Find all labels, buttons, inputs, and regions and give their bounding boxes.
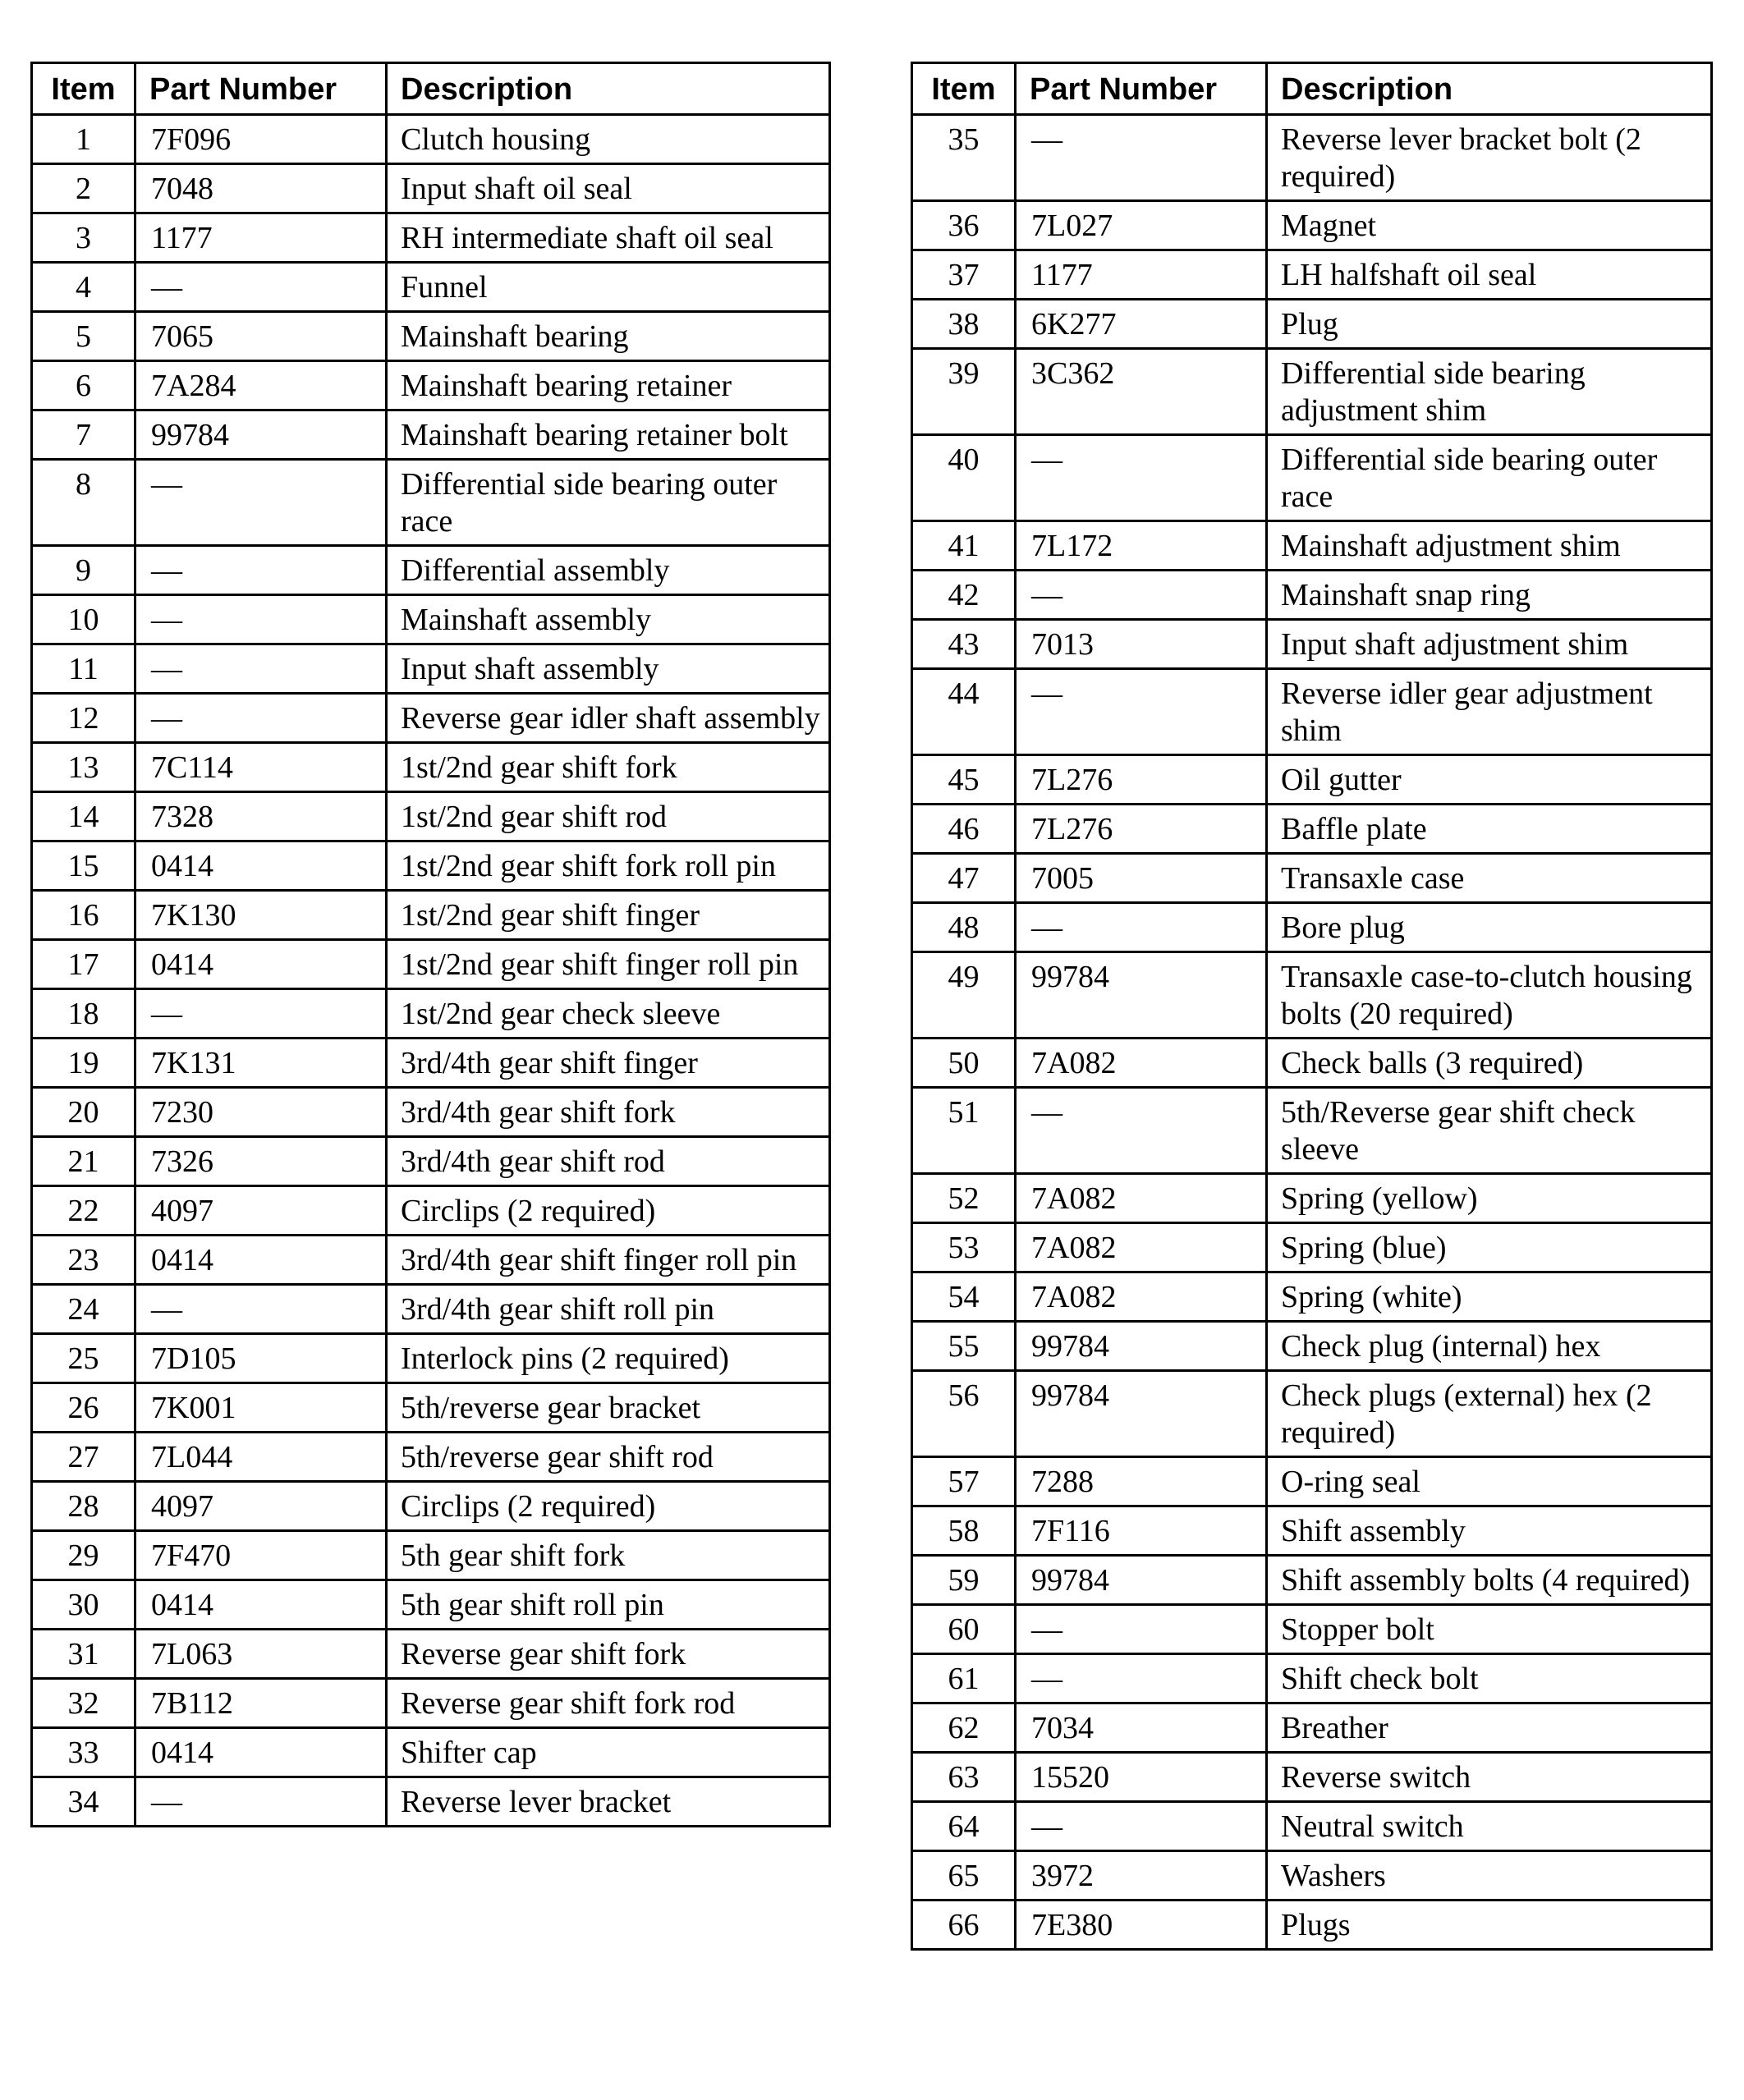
item-number: 58 bbox=[912, 1506, 1016, 1556]
table-row bbox=[32, 312, 830, 361]
item-number: 28 bbox=[32, 1482, 135, 1531]
table-row bbox=[32, 743, 830, 792]
item-number: 51 bbox=[912, 1088, 1016, 1174]
part-number: 7E380 bbox=[1016, 1901, 1267, 1950]
part-number: 7F470 bbox=[135, 1531, 387, 1580]
table-row bbox=[32, 1728, 830, 1777]
part-description: Mainshaft bearing retainer bolt bbox=[387, 410, 830, 460]
part-description: Reverse lever bracket bbox=[387, 1777, 830, 1827]
part-description: Input shaft assembly bbox=[387, 644, 830, 694]
part-description: Shift assembly bbox=[1267, 1506, 1712, 1556]
part-description: Mainshaft bearing bbox=[387, 312, 830, 361]
table-row bbox=[912, 1457, 1712, 1506]
header-item: Item bbox=[912, 63, 1016, 115]
part-description: Spring (white) bbox=[1267, 1272, 1712, 1322]
part-number: — bbox=[135, 694, 387, 743]
item-number: 41 bbox=[912, 521, 1016, 571]
item-number: 34 bbox=[32, 1777, 135, 1827]
item-number: 18 bbox=[32, 989, 135, 1039]
table-row bbox=[912, 115, 1712, 201]
part-description: Neutral switch bbox=[1267, 1802, 1712, 1851]
table-row bbox=[912, 1802, 1712, 1851]
part-description: Circlips (2 required) bbox=[387, 1482, 830, 1531]
table-row bbox=[32, 1285, 830, 1334]
part-description: O-ring seal bbox=[1267, 1457, 1712, 1506]
part-number: 1177 bbox=[1016, 250, 1267, 300]
table-row bbox=[912, 1703, 1712, 1753]
table-row bbox=[912, 1901, 1712, 1950]
part-number: 4097 bbox=[135, 1482, 387, 1531]
part-number: — bbox=[135, 546, 387, 595]
item-number: 47 bbox=[912, 854, 1016, 903]
part-number: — bbox=[135, 989, 387, 1039]
item-number: 26 bbox=[32, 1383, 135, 1433]
item-number: 35 bbox=[912, 115, 1016, 201]
item-number: 19 bbox=[32, 1039, 135, 1088]
table-row bbox=[32, 841, 830, 891]
item-number: 56 bbox=[912, 1371, 1016, 1457]
header-description: Description bbox=[387, 63, 830, 115]
part-number: 99784 bbox=[1016, 1322, 1267, 1371]
table-row bbox=[32, 1383, 830, 1433]
item-number: 48 bbox=[912, 903, 1016, 952]
parts-table-right bbox=[911, 62, 1713, 1951]
item-number: 15 bbox=[32, 841, 135, 891]
part-number: 7L063 bbox=[135, 1630, 387, 1679]
part-number: 7326 bbox=[135, 1137, 387, 1186]
part-number: — bbox=[1016, 571, 1267, 620]
part-number: 7005 bbox=[1016, 854, 1267, 903]
part-description: LH halfshaft oil seal bbox=[1267, 250, 1712, 300]
item-number: 3 bbox=[32, 213, 135, 263]
part-description: Shifter cap bbox=[387, 1728, 830, 1777]
part-number: 7A082 bbox=[1016, 1174, 1267, 1223]
part-number: 7034 bbox=[1016, 1703, 1267, 1753]
part-description: Shift check bolt bbox=[1267, 1654, 1712, 1703]
part-description: Reverse gear idler shaft assembly bbox=[387, 694, 830, 743]
part-number: 7K001 bbox=[135, 1383, 387, 1433]
header-part-number: Part Number bbox=[135, 63, 387, 115]
table-row bbox=[912, 1174, 1712, 1223]
item-number: 59 bbox=[912, 1556, 1016, 1605]
part-description: Plugs bbox=[1267, 1901, 1712, 1950]
part-description: Circlips (2 required) bbox=[387, 1186, 830, 1236]
part-description: Funnel bbox=[387, 263, 830, 312]
parts-table-body bbox=[32, 115, 830, 1827]
item-number: 8 bbox=[32, 460, 135, 546]
part-description: Reverse lever bracket bolt (2 required) bbox=[1267, 115, 1712, 201]
item-number: 65 bbox=[912, 1851, 1016, 1901]
table-row bbox=[32, 595, 830, 644]
item-number: 7 bbox=[32, 410, 135, 460]
part-description: 1st/2nd gear shift rod bbox=[387, 792, 830, 841]
part-number: 7L276 bbox=[1016, 755, 1267, 805]
item-number: 37 bbox=[912, 250, 1016, 300]
item-number: 64 bbox=[912, 1802, 1016, 1851]
part-description: 5th/Reverse gear shift check sleeve bbox=[1267, 1088, 1712, 1174]
item-number: 39 bbox=[912, 349, 1016, 435]
part-description: 3rd/4th gear shift fork bbox=[387, 1088, 830, 1137]
item-number: 61 bbox=[912, 1654, 1016, 1703]
table-row bbox=[32, 1433, 830, 1482]
part-number: 7L027 bbox=[1016, 201, 1267, 250]
item-number: 54 bbox=[912, 1272, 1016, 1322]
table-row bbox=[32, 1580, 830, 1630]
part-description: 1st/2nd gear shift fork roll pin bbox=[387, 841, 830, 891]
table-row bbox=[912, 521, 1712, 571]
part-description: Clutch housing bbox=[387, 115, 830, 164]
item-number: 55 bbox=[912, 1322, 1016, 1371]
part-number: 3C362 bbox=[1016, 349, 1267, 435]
part-number: 7L276 bbox=[1016, 805, 1267, 854]
table-row bbox=[32, 644, 830, 694]
part-number: 1177 bbox=[135, 213, 387, 263]
part-number: — bbox=[1016, 1605, 1267, 1654]
part-description: Input shaft adjustment shim bbox=[1267, 620, 1712, 669]
part-description: Differential side bearing outer race bbox=[387, 460, 830, 546]
table-row bbox=[912, 755, 1712, 805]
table-row bbox=[32, 115, 830, 164]
item-number: 40 bbox=[912, 435, 1016, 521]
part-description: Shift assembly bolts (4 required) bbox=[1267, 1556, 1712, 1605]
table-row bbox=[912, 854, 1712, 903]
item-number: 24 bbox=[32, 1285, 135, 1334]
part-number: 7L172 bbox=[1016, 521, 1267, 571]
part-description: Stopper bolt bbox=[1267, 1605, 1712, 1654]
part-description: Spring (blue) bbox=[1267, 1223, 1712, 1272]
item-number: 25 bbox=[32, 1334, 135, 1383]
item-number: 32 bbox=[32, 1679, 135, 1728]
table-row bbox=[912, 250, 1712, 300]
table-row bbox=[912, 1851, 1712, 1901]
table-row bbox=[32, 1088, 830, 1137]
item-number: 5 bbox=[32, 312, 135, 361]
part-number: — bbox=[1016, 1088, 1267, 1174]
part-description: Baffle plate bbox=[1267, 805, 1712, 854]
part-number: — bbox=[1016, 435, 1267, 521]
item-number: 14 bbox=[32, 792, 135, 841]
part-description: 3rd/4th gear shift finger bbox=[387, 1039, 830, 1088]
item-number: 6 bbox=[32, 361, 135, 410]
table-row bbox=[32, 792, 830, 841]
table-row bbox=[912, 1605, 1712, 1654]
item-number: 23 bbox=[32, 1236, 135, 1285]
part-number: 7A082 bbox=[1016, 1272, 1267, 1322]
table-row bbox=[32, 263, 830, 312]
table-row bbox=[32, 940, 830, 989]
table-row bbox=[912, 952, 1712, 1039]
part-description: Transaxle case bbox=[1267, 854, 1712, 903]
part-number: 7D105 bbox=[135, 1334, 387, 1383]
part-number: — bbox=[135, 1777, 387, 1827]
table-row bbox=[32, 694, 830, 743]
table-row bbox=[912, 1039, 1712, 1088]
item-number: 63 bbox=[912, 1753, 1016, 1802]
part-description: Transaxle case-to-clutch housing bolts (20 required) bbox=[1267, 952, 1712, 1039]
part-description: Mainshaft bearing retainer bbox=[387, 361, 830, 410]
part-description: Oil gutter bbox=[1267, 755, 1712, 805]
item-number: 9 bbox=[32, 546, 135, 595]
item-number: 2 bbox=[32, 164, 135, 213]
part-number: 7328 bbox=[135, 792, 387, 841]
part-number: 0414 bbox=[135, 841, 387, 891]
item-number: 12 bbox=[32, 694, 135, 743]
table-row bbox=[32, 546, 830, 595]
part-number: 99784 bbox=[135, 410, 387, 460]
item-number: 17 bbox=[32, 940, 135, 989]
part-description: Check balls (3 required) bbox=[1267, 1039, 1712, 1088]
part-number: — bbox=[1016, 903, 1267, 952]
item-number: 16 bbox=[32, 891, 135, 940]
header-row bbox=[32, 63, 830, 115]
part-description: 3rd/4th gear shift finger roll pin bbox=[387, 1236, 830, 1285]
part-number: 0414 bbox=[135, 1580, 387, 1630]
part-description: Breather bbox=[1267, 1703, 1712, 1753]
table-row bbox=[912, 1272, 1712, 1322]
item-number: 31 bbox=[32, 1630, 135, 1679]
item-number: 29 bbox=[32, 1531, 135, 1580]
part-description: Washers bbox=[1267, 1851, 1712, 1901]
item-number: 53 bbox=[912, 1223, 1016, 1272]
item-number: 1 bbox=[32, 115, 135, 164]
part-number: 4097 bbox=[135, 1186, 387, 1236]
part-description: 3rd/4th gear shift roll pin bbox=[387, 1285, 830, 1334]
part-number: 0414 bbox=[135, 1236, 387, 1285]
part-description: 1st/2nd gear shift fork bbox=[387, 743, 830, 792]
part-number: — bbox=[135, 595, 387, 644]
part-number: 6K277 bbox=[1016, 300, 1267, 349]
table-row bbox=[32, 1630, 830, 1679]
part-number: 7K131 bbox=[135, 1039, 387, 1088]
part-number: 99784 bbox=[1016, 1556, 1267, 1605]
table-row bbox=[912, 1654, 1712, 1703]
part-number: — bbox=[135, 263, 387, 312]
table-row bbox=[912, 1556, 1712, 1605]
item-number: 60 bbox=[912, 1605, 1016, 1654]
part-description: Differential side bearing adjustment shim bbox=[1267, 349, 1712, 435]
part-number: 7065 bbox=[135, 312, 387, 361]
table-row bbox=[912, 1223, 1712, 1272]
table-row bbox=[32, 989, 830, 1039]
item-number: 44 bbox=[912, 669, 1016, 755]
part-description: Mainshaft assembly bbox=[387, 595, 830, 644]
table-row bbox=[912, 620, 1712, 669]
table-row bbox=[32, 1482, 830, 1531]
parts-table-body bbox=[912, 115, 1712, 1950]
part-description: Check plugs (external) hex (2 required) bbox=[1267, 1371, 1712, 1457]
table-row bbox=[912, 903, 1712, 952]
table-row bbox=[32, 361, 830, 410]
table-row bbox=[912, 805, 1712, 854]
part-description: RH intermediate shaft oil seal bbox=[387, 213, 830, 263]
item-number: 66 bbox=[912, 1901, 1016, 1950]
header-item: Item bbox=[32, 63, 135, 115]
item-number: 11 bbox=[32, 644, 135, 694]
part-number: 7K130 bbox=[135, 891, 387, 940]
part-number: 7288 bbox=[1016, 1457, 1267, 1506]
item-number: 36 bbox=[912, 201, 1016, 250]
part-description: Differential assembly bbox=[387, 546, 830, 595]
table-row bbox=[32, 213, 830, 263]
part-number: 0414 bbox=[135, 1728, 387, 1777]
part-description: 5th gear shift roll pin bbox=[387, 1580, 830, 1630]
table-row bbox=[32, 410, 830, 460]
item-number: 4 bbox=[32, 263, 135, 312]
table-row bbox=[912, 435, 1712, 521]
table-row bbox=[912, 349, 1712, 435]
part-number: 7A082 bbox=[1016, 1223, 1267, 1272]
part-description: Spring (yellow) bbox=[1267, 1174, 1712, 1223]
item-number: 21 bbox=[32, 1137, 135, 1186]
part-description: 5th gear shift fork bbox=[387, 1531, 830, 1580]
part-number: 7F096 bbox=[135, 115, 387, 164]
item-number: 52 bbox=[912, 1174, 1016, 1223]
part-description: Check plug (internal) hex bbox=[1267, 1322, 1712, 1371]
item-number: 13 bbox=[32, 743, 135, 792]
part-description: Reverse gear shift fork bbox=[387, 1630, 830, 1679]
part-number: 7048 bbox=[135, 164, 387, 213]
table-row bbox=[32, 1236, 830, 1285]
part-description: Reverse idler gear adjustment shim bbox=[1267, 669, 1712, 755]
part-number: — bbox=[1016, 1654, 1267, 1703]
part-description: 5th/reverse gear bracket bbox=[387, 1383, 830, 1433]
part-description: 3rd/4th gear shift rod bbox=[387, 1137, 830, 1186]
table-row bbox=[32, 460, 830, 546]
part-number: 7A284 bbox=[135, 361, 387, 410]
part-description: Bore plug bbox=[1267, 903, 1712, 952]
item-number: 43 bbox=[912, 620, 1016, 669]
table-row bbox=[912, 300, 1712, 349]
header-description: Description bbox=[1267, 63, 1712, 115]
part-number: 7A082 bbox=[1016, 1039, 1267, 1088]
part-number: 7B112 bbox=[135, 1679, 387, 1728]
item-number: 38 bbox=[912, 300, 1016, 349]
part-number: 7013 bbox=[1016, 620, 1267, 669]
part-number: — bbox=[135, 460, 387, 546]
table-row bbox=[912, 669, 1712, 755]
table-row bbox=[32, 1334, 830, 1383]
table-row bbox=[912, 1088, 1712, 1174]
table-row bbox=[912, 1371, 1712, 1457]
part-description: Reverse switch bbox=[1267, 1753, 1712, 1802]
parts-table-left bbox=[30, 62, 831, 1827]
part-number: 7230 bbox=[135, 1088, 387, 1137]
item-number: 20 bbox=[32, 1088, 135, 1137]
part-description: 1st/2nd gear shift finger bbox=[387, 891, 830, 940]
item-number: 30 bbox=[32, 1580, 135, 1630]
header-row bbox=[912, 63, 1712, 115]
part-description: Plug bbox=[1267, 300, 1712, 349]
table-row bbox=[32, 891, 830, 940]
part-description: Mainshaft snap ring bbox=[1267, 571, 1712, 620]
part-number: 99784 bbox=[1016, 952, 1267, 1039]
part-description: Differential side bearing outer race bbox=[1267, 435, 1712, 521]
part-description: Magnet bbox=[1267, 201, 1712, 250]
part-description: Reverse gear shift fork rod bbox=[387, 1679, 830, 1728]
table-row bbox=[32, 1777, 830, 1827]
part-number: — bbox=[1016, 669, 1267, 755]
item-number: 62 bbox=[912, 1703, 1016, 1753]
part-description: Interlock pins (2 required) bbox=[387, 1334, 830, 1383]
table-row bbox=[32, 1531, 830, 1580]
item-number: 57 bbox=[912, 1457, 1016, 1506]
table-row bbox=[912, 1753, 1712, 1802]
item-number: 33 bbox=[32, 1728, 135, 1777]
header-part-number: Part Number bbox=[1016, 63, 1267, 115]
part-description: 1st/2nd gear shift finger roll pin bbox=[387, 940, 830, 989]
item-number: 46 bbox=[912, 805, 1016, 854]
part-number: 7F116 bbox=[1016, 1506, 1267, 1556]
part-number: 99784 bbox=[1016, 1371, 1267, 1457]
item-number: 50 bbox=[912, 1039, 1016, 1088]
part-number: 7C114 bbox=[135, 743, 387, 792]
item-number: 10 bbox=[32, 595, 135, 644]
part-description: 1st/2nd gear check sleeve bbox=[387, 989, 830, 1039]
table-row bbox=[32, 1039, 830, 1088]
part-description: 5th/reverse gear shift rod bbox=[387, 1433, 830, 1482]
item-number: 45 bbox=[912, 755, 1016, 805]
table-row bbox=[912, 201, 1712, 250]
table-row bbox=[32, 164, 830, 213]
item-number: 42 bbox=[912, 571, 1016, 620]
part-number: 0414 bbox=[135, 940, 387, 989]
table-row bbox=[32, 1186, 830, 1236]
part-description: Mainshaft adjustment shim bbox=[1267, 521, 1712, 571]
item-number: 22 bbox=[32, 1186, 135, 1236]
table-row bbox=[32, 1679, 830, 1728]
part-description: Input shaft oil seal bbox=[387, 164, 830, 213]
item-number: 27 bbox=[32, 1433, 135, 1482]
table-row bbox=[912, 1506, 1712, 1556]
table-row bbox=[912, 1322, 1712, 1371]
item-number: 49 bbox=[912, 952, 1016, 1039]
part-number: — bbox=[1016, 1802, 1267, 1851]
part-number: 15520 bbox=[1016, 1753, 1267, 1802]
part-number: 7L044 bbox=[135, 1433, 387, 1482]
part-number: 3972 bbox=[1016, 1851, 1267, 1901]
part-number: — bbox=[135, 1285, 387, 1334]
table-row bbox=[32, 1137, 830, 1186]
part-number: — bbox=[1016, 115, 1267, 201]
part-number: — bbox=[135, 644, 387, 694]
table-row bbox=[912, 571, 1712, 620]
